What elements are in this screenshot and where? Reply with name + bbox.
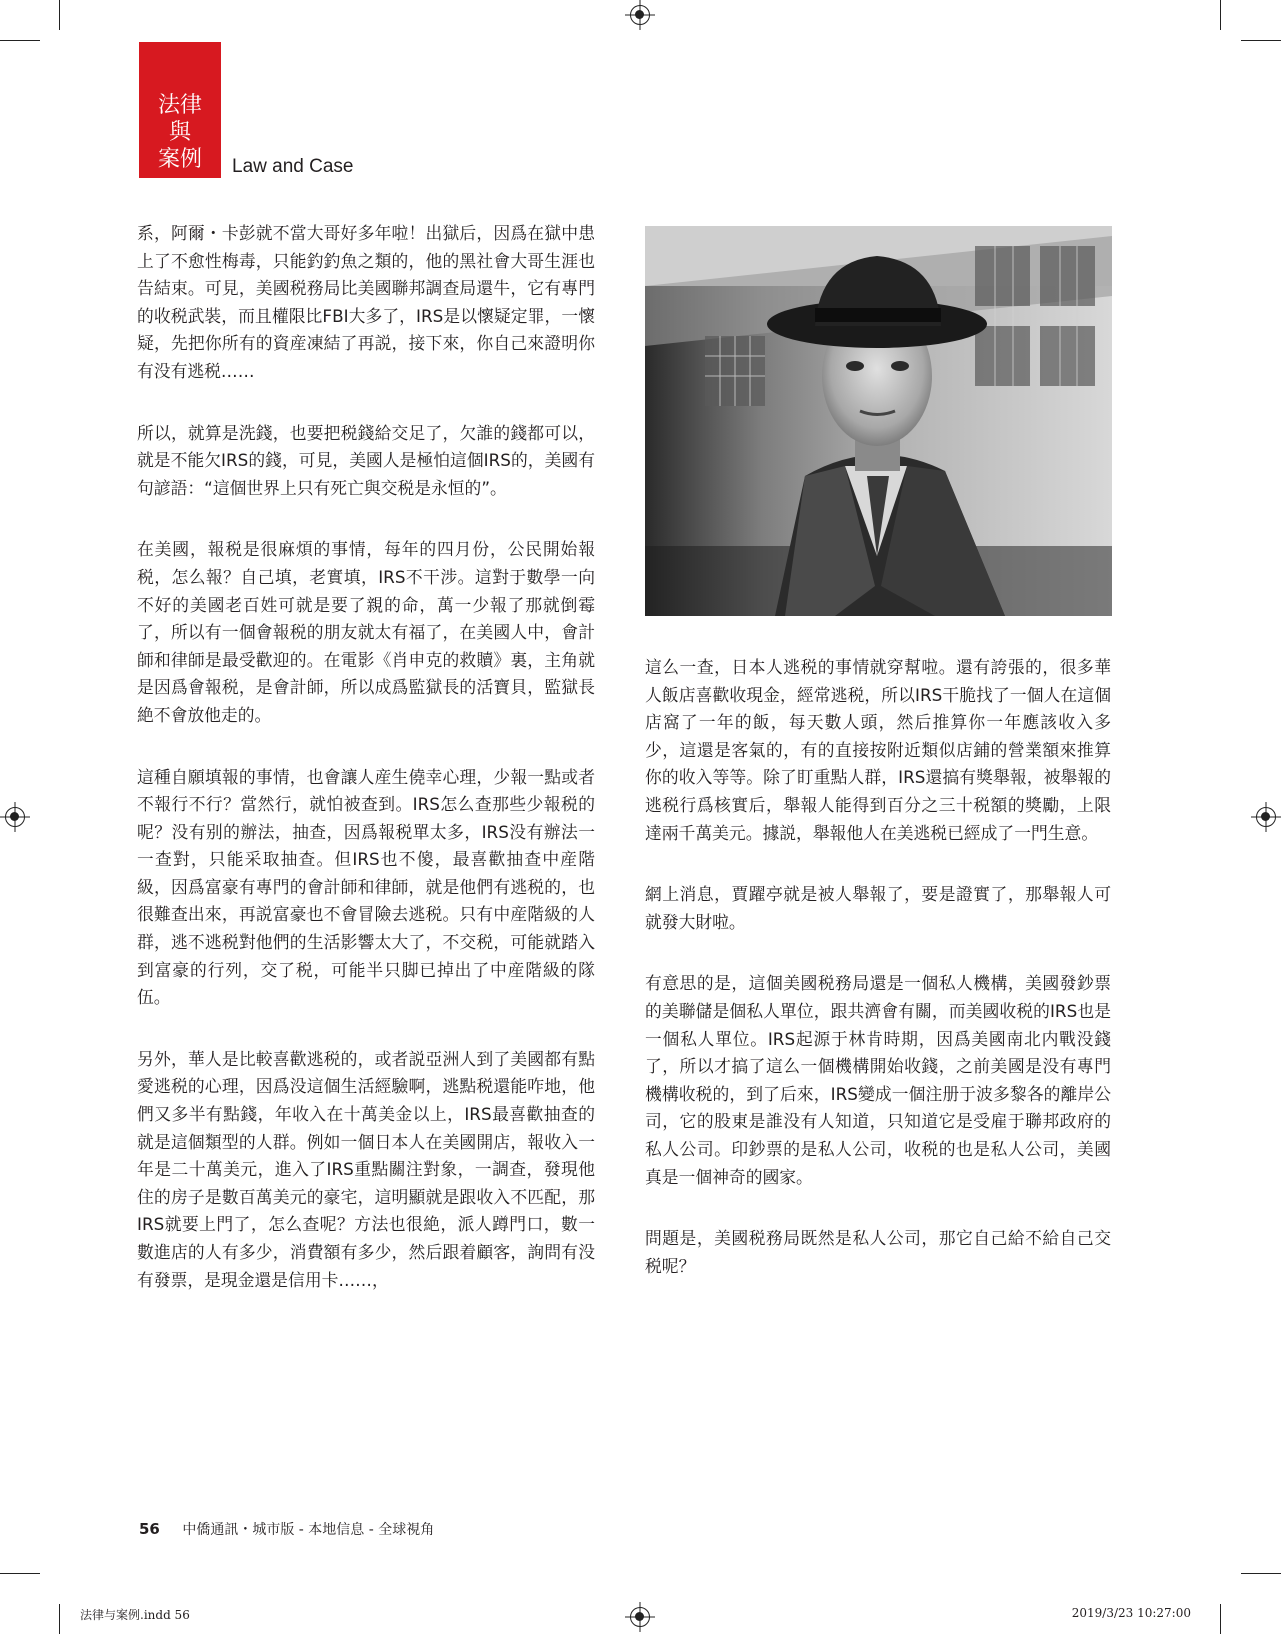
portrait-photo (645, 226, 1112, 616)
paragraph: 在美國，報税是很麻煩的事情，每年的四月份，公民開始報税，怎么報？自己填，老實填，IRS不干涉。這對于數學一向不好的美國老百姓可就是要了親的命，萬一少報了那就倒霉了，所以有一個會報税的朋友就太有福了，在美國人中，會計師和律師是最受歡迎的。在電影《肖申克的救贖》裏，主角就是因爲會報税，是會計師，所以成爲監獄長的活寶貝，監獄長絶不會放他走的。 (137, 539, 595, 725)
paragraph: 所以，就算是洗錢，也要把税錢給交足了，欠誰的錢都可以，就是不能欠IRS的錢，可見，美國人是極怕這個IRS的，美國有句諺語：“這個世界上只有死亡與交税是永恒的”。 (137, 422, 595, 498)
category-zh-line: 案例 (157, 147, 202, 172)
registration-mark-icon (630, 5, 650, 25)
category-english: Law and Case (232, 156, 354, 177)
crop-mark (59, 0, 60, 30)
crop-mark (1220, 0, 1221, 30)
paragraph: 這種自願填報的事情，也會讓人産生僥幸心理，少報一點或者不報行不行？當然行，就怕被查到。IRS怎么查那些少報税的呢？没有别的辦法，抽查，因爲報税單太多，IRS没有辦法一一查對，只能采取抽查。但IRS也不傻，最喜歡抽查中産階級，因爲富豪有專門的會計師和律師，就是他們有逃税的，也很難查出來，再説富豪也不會冒險去逃税。只有中産階級的人群，逃不逃税對他們的生活影響太大了，不交税，可能就踏入到富豪的行列，交了税，可能半只脚已掉出了中産階級的隊伍。 (137, 766, 595, 1008)
slug-filename: 法律与案例.indd 56 (80, 1608, 190, 1622)
paragraph: 問題是，美國税務局既然是私人公司，那它自己給不給自己交税呢？ (645, 1228, 1111, 1276)
registration-mark-icon (1256, 807, 1276, 827)
crop-mark (59, 1604, 60, 1634)
crop-mark (1220, 1604, 1221, 1634)
crop-mark (1241, 1573, 1281, 1574)
paragraph: 網上消息，賈躍亭就是被人舉報了，要是證實了，那舉報人可就發大財啦。 (645, 884, 1111, 932)
portrait-illustration (645, 226, 1112, 616)
paragraph: 這么一查，日本人逃税的事情就穿幫啦。還有誇張的，很多華人飯店喜歡收現金，經常逃税，所以IRS干脆找了一個人在這個店窩了一年的飯，每天數人頭，然后推算你一年應該收入多少，這還是客氣的，有的直接按附近類似店鋪的營業額來推算你的收入等等。除了盯重點人群，IRS還搞有獎舉報，被舉報的逃税行爲核實后，舉報人能得到百分之三十税額的獎勵，上限達兩千萬美元。據説，舉報他人在美逃税已經成了一門生意。 (645, 657, 1111, 843)
paragraph: 有意思的是，這個美國税務局還是一個私人機構，美國發鈔票的美聯儲是個私人單位，跟共濟會有關，而美國收税的IRS也是一個私人單位。IRS起源于林肯時期，因爲美國南北内戰没錢了，所以才搞了這么一個機構開始收錢，之前美國是没有專門機構收税的，到了后來，IRS變成一個注册于波多黎各的離岸公司，它的股東是誰没有人知道，只知道它是受雇于聯邦政府的私人公司。印鈔票的是私人公司，收税的也是私人公司，美國真是一個神奇的國家。 (645, 973, 1111, 1187)
category-zh-line: 與 (168, 120, 191, 145)
magazine-name: 中僑通訊・城市版 - 本地信息 - 全球視角 (182, 1522, 435, 1538)
article-left-column (137, 220, 595, 1328)
article-right-column (645, 654, 1111, 1314)
crop-mark (1241, 40, 1281, 41)
page-footer (139, 1519, 434, 1539)
crop-mark (0, 40, 40, 41)
crop-mark (0, 1573, 40, 1574)
page-number: 56 (139, 1520, 160, 1538)
slug-timestamp: 2019/3/23 10:27:00 (1071, 1606, 1191, 1620)
registration-mark-icon (5, 807, 25, 827)
paragraph: 另外，華人是比較喜歡逃税的，或者説亞洲人到了美國都有點愛逃税的心理，因爲没這個生活經驗啊，逃點税還能咋地，他們又多半有點錢，年收入在十萬美金以上，IRS最喜歡抽查的就是這個類型的人群。例如一個日本人在美國開店，報收入一年是二十萬美元，進入了IRS重點關注對象，一調查，發現他住的房子是數百萬美元的豪宅，這明顯就是跟收入不匹配，那IRS就要上門了，怎么查呢？方法也很絶，派人蹲門口，數一數進店的人有多少，消費額有多少，然后跟着顧客，詢問有没有發票，是現金還是信用卡……， (137, 1048, 595, 1290)
registration-mark-icon (630, 1607, 650, 1627)
category-zh-line: 法律 (157, 93, 202, 118)
category-badge (139, 42, 221, 178)
paragraph: 系，阿爾・卡彭就不當大哥好多年啦！出獄后，因爲在獄中患上了不愈性梅毒，只能釣釣魚之類的，他的黑社會大哥生涯也告結束。可見，美國税務局比美國聯邦調查局還牛，它有專門的收税武裝，而且權限比FBI大多了，IRS是以懷疑定罪，一懷疑，先把你所有的資産凍結了再説，接下來，你自己來證明你有没有逃税…… (137, 223, 595, 381)
